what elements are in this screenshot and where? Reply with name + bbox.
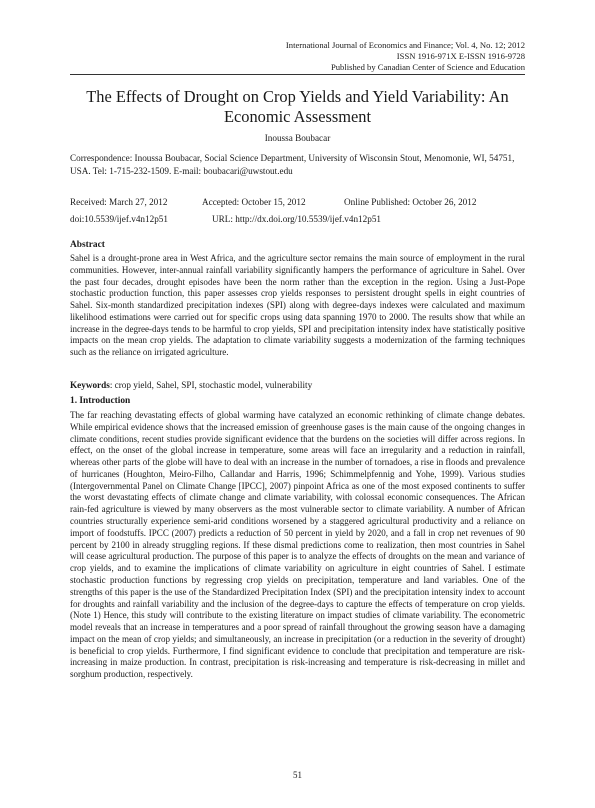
introduction-heading: 1. Introduction bbox=[70, 396, 131, 406]
keywords bbox=[70, 379, 525, 391]
accepted-date: Accepted: October 15, 2012 bbox=[202, 197, 306, 207]
page-number: 51 bbox=[293, 770, 302, 780]
received-date: Received: March 27, 2012 bbox=[70, 197, 168, 207]
article-url[interactable]: URL: http://dx.doi.org/10.5539/ijef.v4n12p51 bbox=[212, 214, 382, 224]
publisher-line: Published by Canadian Center of Science and Education bbox=[330, 62, 525, 72]
introduction-text: The far reaching devastating effects of global warming have catalyzed an economic rethinking of climate change debates. While empirical evidence shows that the increased emission of greenhouse gases is the main cause of the ongoing changes in climate conditions, recent studies provide significant evidence that the burdens on the societies will differ across regions. In effect, on the onset of the global increase in temperature, some areas will face an irregularity and a reduction in rainfall, whereas other parts of the globe will have to deal with an increase in the number of tornadoes, a rise in floods and prevalence of hurricanes (Houghton, Meiro-Filho, Callandar and Harris, 1996; Schimmelpfennig and Yohe, 1999). Various studies (Intergovernmental Panel on Climate Change [IPCC], 2007) pinpoint Africa as one of the most exposed continents to suffer the worst devastating effects of climate change and climate variability, with colossal economic consequences. The African rain-fed agriculture is viewed by many observers as the most vulnerable sector to climate variability. A number of African countries structurally experience semi-arid conditions worsened by a staggered agricultural productivity and a reliance on import of foodstuffs. IPCC (2007) predicts a reduction of 50 percent in yield by 2020, and a fall in crop net revenues of 90 percent by 2100 in already struggling regions. If these dismal predictions come to realization, then most countries in Sahel will cease agricultural production. The purpose of this paper is to analyze the effects of droughts on the mean and variance of crop yields, and to examine the implications of climate variability on agriculture in eight countries of Sahel. I estimate stochastic production functions by regressing crop yields on precipitation, temperature and land variables. One of the strengths of this paper is the use of the Standardized Precipitation Index (SPI) and the precipitation intensity index to account for droughts and rainfall variability and the inclusion of the degree-days to capture the effects of temperature on crop yields. (Note 1) Hence, this study will contribute to the existing literature on impact studies of climate variability. The econometric model reveals that an increase in temperatures and a poor spread of rainfall throughout the growing season have a damaging impact on the mean of crop yields; and simultaneously, an increase in precipitation (or a reduction in the severity of drought) is beneficial to crop yields. Furthermore, I find significant evidence to conclude that precipitation and temperature are risk-increasing in maize production. In contrast, precipitation is risk-increasing and temperature is risk-decreasing in millet and sorghum production, respectively. bbox=[70, 410, 525, 680]
abstract-text: Sahel is a drought-prone area in West Africa, and the agriculture sector remains the main source of employment in the rural communities. However, inter-annual rainfall variability significantly hampers the performance of agriculture in Sahel. Over the past four decades, drought episodes have been the norm rather than the exception in the region. Using a Just-Pope stochastic production function, this paper assesses crop yields responses to persistent drought spells in eight countries of Sahel. Six-month standardized precipitation indexes (SPI) along with degree-days indexes were calculated and maximum likelihood estimations were carried out for specific crops using data spanning 1970 to 2000. The results show that while an increase in the degree-days tends to be harmful to crop yields, SPI and precipitation intensity index have statistically positive impacts on the mean crop yields. The adaptation to climate variability suggests a modernization of the farming techniques such as the reliance on irrigated agriculture. bbox=[70, 253, 525, 358]
keywords-label: Keywords bbox=[70, 380, 110, 390]
abstract-heading: Abstract bbox=[70, 240, 105, 250]
author-name: Inoussa Boubacar bbox=[264, 133, 331, 143]
issn-line: ISSN 1916-971X E-ISSN 1916-9728 bbox=[396, 51, 525, 61]
keywords-list: : crop yield, Sahel, SPI, stochastic model, vulnerability bbox=[109, 380, 313, 390]
paper-title: The Effects of Drought on Crop Yields and Yield Variability: An Economic Assessment bbox=[86, 87, 509, 126]
journal-header bbox=[65, 40, 525, 73]
publication-dates bbox=[70, 196, 525, 230]
correspondence: Correspondence: Inoussa Boubacar, Social Science Department, University of Wisconsin Stout, Menomonie, WI, 54751, USA. Tel: 1-715-232-1509. E-mail: boubacari@uwstout.edu bbox=[70, 153, 515, 176]
doi: doi:10.5539/ijef.v4n12p51 bbox=[70, 214, 168, 224]
online-published-date: Online Published: October 26, 2012 bbox=[344, 197, 477, 207]
header-rule bbox=[70, 74, 525, 75]
journal-citation: International Journal of Economics and Finance; Vol. 4, No. 12; 2012 bbox=[285, 40, 525, 50]
